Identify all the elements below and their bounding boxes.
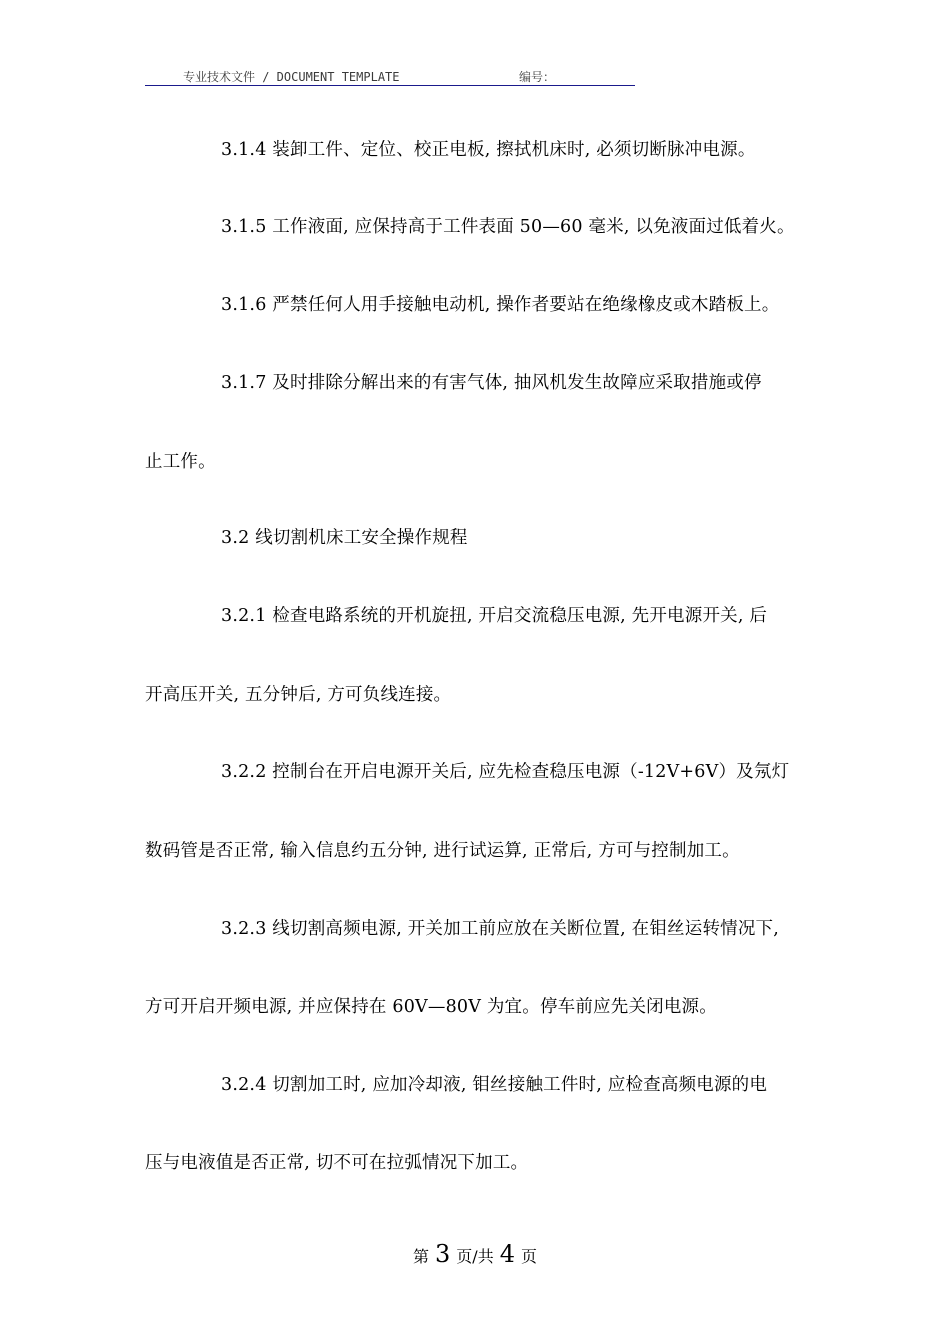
paragraph-line: 3.1.6 严禁任何人用手接触电动机, 操作者要站在绝缘橡皮或木踏板上。 <box>221 295 780 315</box>
paragraph-line: 3.2.2 控制台在开启电源开关后, 应先检查稳压电源（-12V+6V）及氖灯 <box>221 762 790 782</box>
paragraph-line: 止工作。 <box>145 452 216 472</box>
header-number-label: 编号： <box>519 70 556 84</box>
paragraph-line: 3.1.7 及时排除分解出来的有害气体, 抽风机发生故障应采取措施或停 <box>221 373 762 393</box>
header-title: 专业技术文件 / DOCUMENT TEMPLATE <box>183 70 400 84</box>
section-heading: 3.2 线切割机床工安全操作规程 <box>221 528 468 548</box>
paragraph-line: 方可开启开频电源, 并应保持在 60V—80V 为宜。停车前应先关闭电源。 <box>145 997 717 1017</box>
footer-prefix: 第 <box>413 1247 430 1266</box>
paragraph-line: 3.2.3 线切割高频电源, 开关加工前应放在关断位置, 在钼丝运转情况下, <box>221 919 780 939</box>
paragraph-line: 开高压开关, 五分钟后, 方可负线连接。 <box>145 685 452 705</box>
paragraph-line: 数码管是否正常, 输入信息约五分钟, 进行试运算, 正常后, 方可与控制加工。 <box>145 841 740 861</box>
paragraph-line: 3.2.1 检查电路系统的开机旋扭, 开启交流稳压电源, 先开电源开关, 后 <box>221 606 768 626</box>
page-footer <box>0 1240 950 1271</box>
current-page-number: 3 <box>435 1240 451 1268</box>
paragraph-line: 3.1.5 工作液面, 应保持高于工件表面 50—60 毫米, 以免液面过低着火。 <box>221 217 795 237</box>
paragraph-line: 压与电液值是否正常, 切不可在拉弧情况下加工。 <box>145 1153 529 1173</box>
footer-suffix: 页 <box>520 1247 537 1266</box>
page-header <box>145 67 635 86</box>
paragraph-line: 3.2.4 切割加工时, 应加冷却液, 钼丝接触工件时, 应检查高频电源的电 <box>221 1075 768 1095</box>
footer-middle: 页/共 <box>456 1247 494 1266</box>
paragraph-line: 3.1.4 装卸工件、定位、校正电板, 擦拭机床时, 必须切断脉冲电源。 <box>221 140 756 160</box>
total-pages-number: 4 <box>499 1240 515 1268</box>
